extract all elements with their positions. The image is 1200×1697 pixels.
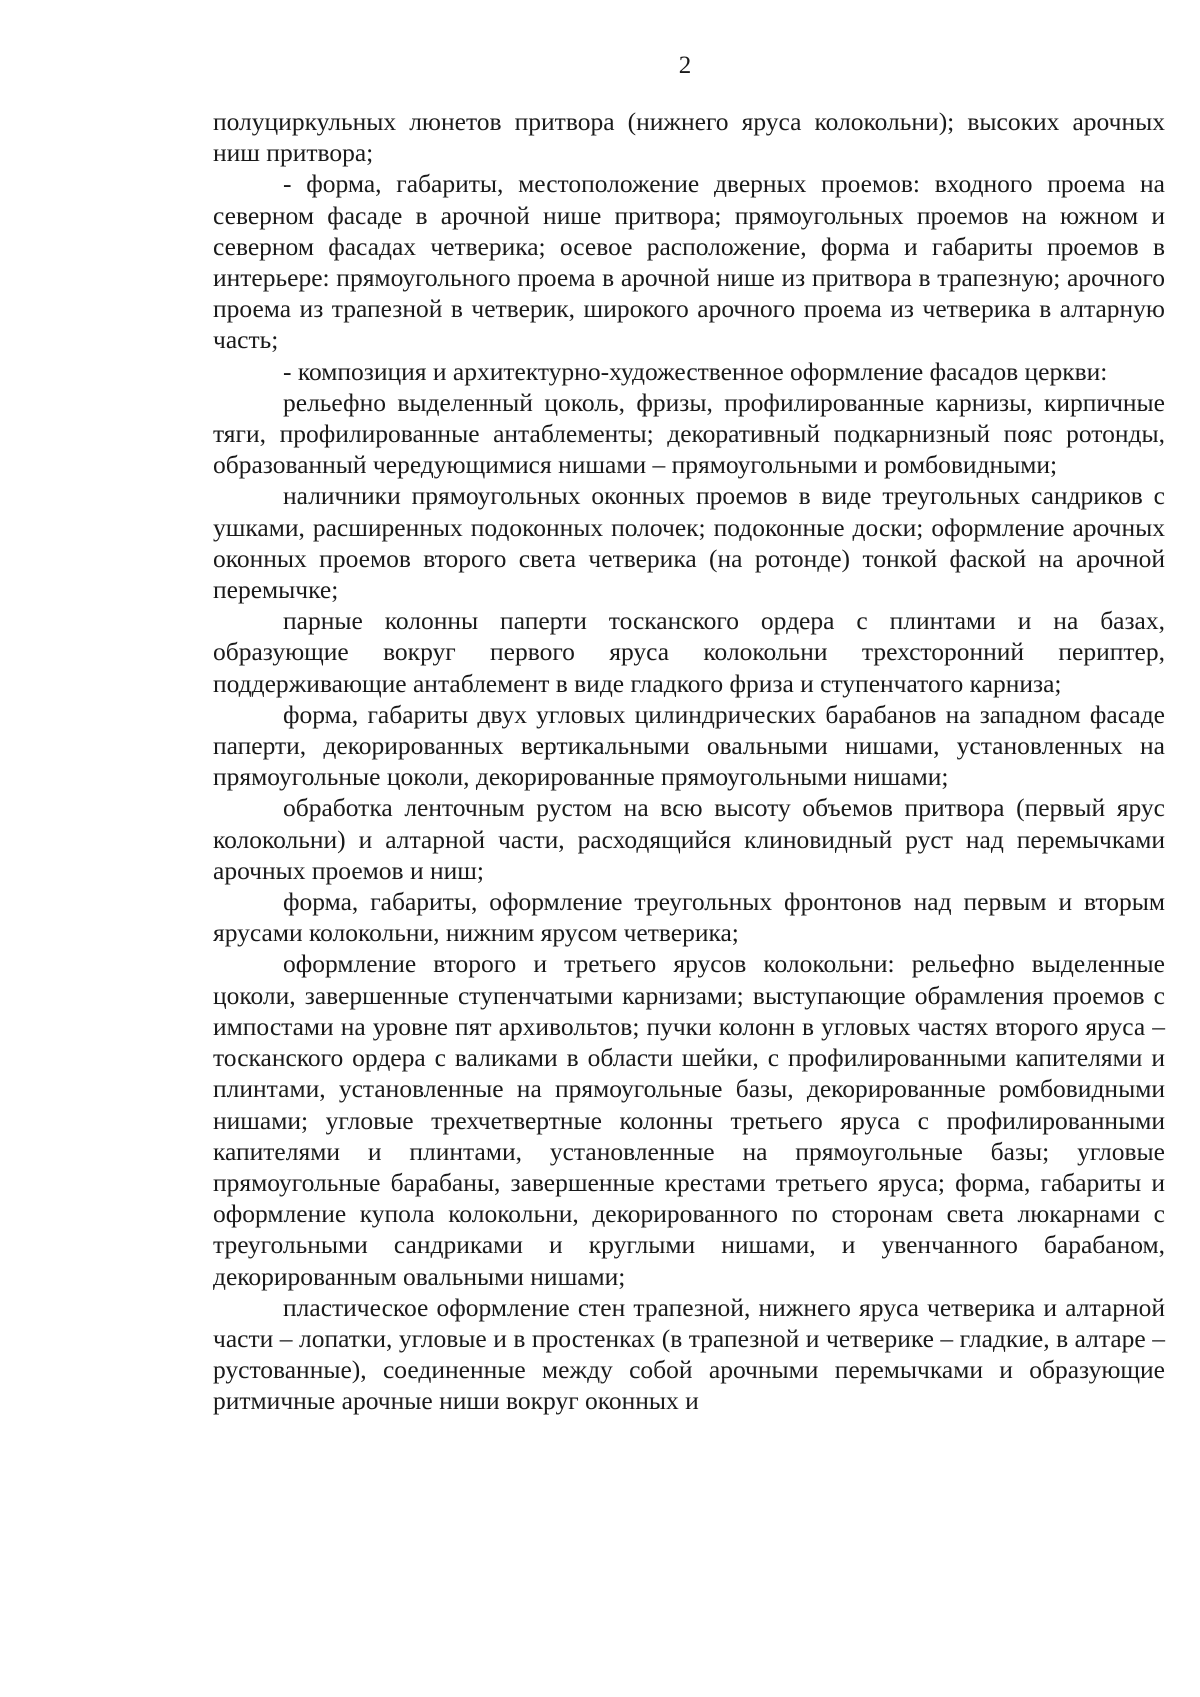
paragraph-6: парные колонны паперти тосканского ордера с плинтами и на базах, образующие вокруг первого яруса колокольни трехсторонний периптер, поддерживающие антаблемент в виде гладкого фриза и ступенчатого карниза; bbox=[213, 606, 1165, 698]
paragraph-11: пластическое оформление стен трапезной, нижнего яруса четверика и алтарной части – лопатки, угловые и в простенках (в трапезной и четверике – гладкие, в алтаре – рустованные), соединенные между собой арочными перемычками и образующие ритмичные арочные ниши вокруг оконных и bbox=[213, 1292, 1165, 1416]
paragraph-1: полуциркульных люнетов притвора (нижнего яруса колокольни); высоких арочных ниш притвора; bbox=[213, 107, 1165, 168]
paragraph-8: обработка ленточным рустом на всю высоту объемов притвора (первый ярус колокольни) и алтарной части, расходящийся клиновидный руст над перемычками арочных проемов и ниш; bbox=[213, 793, 1165, 885]
paragraph-2: - форма, габариты, местоположение дверных проемов: входного проема на северном фасаде в арочной нише притвора; прямоугольных проемов на южном и северном фасадах четверика; осевое расположение, форма и габариты проемов в интерьере: прямоугольного проема в арочной нише из притвора в трапезную; арочного проема из трапезной в четверик, широкого арочного проема из четверика в алтарную часть; bbox=[213, 169, 1165, 355]
paragraph-5: наличники прямоугольных оконных проемов в виде треугольных сандриков с ушками, расширенных подоконных полочек; подоконные доски; оформление арочных оконных проемов второго света четверика (на ротонде) тонкой фаской на арочной перемычке; bbox=[213, 481, 1165, 605]
page-number: 2 bbox=[678, 52, 692, 79]
paragraph-7: форма, габариты двух угловых цилиндрических барабанов на западном фасаде паперти, декорированных вертикальными овальными нишами, установленных на прямоугольные цоколи, декорированные прямоугольными нишами; bbox=[213, 699, 1165, 792]
paragraph-3: - композиция и архитектурно-художественное оформление фасадов церкви: bbox=[283, 356, 1108, 386]
paragraph-10: оформление второго и третьего ярусов колокольни: рельефно выделенные цоколи, завершенные ступенчатыми карнизами; выступающие обрамления проемов с импостами на уровне пят архивольтов; пучки колонн в угловых частях второго яруса – тосканского ордера с валиками в области шейки, с профилированными капителями и плинтами, установленные на прямоугольные базы, декорированные ромбовидными нишами; угловые трехчетвертные колонны третьего яруса с профилированными капителями и плинтами, установленные на прямоугольные базы; угловые прямоугольные барабаны, завершенные крестами третьего яруса; форма, габариты и оформление купола колокольни, декорированного по сторонам света люкарнами с треугольными сандриками и круглыми нишами, и увенчанного барабаном, декорированным овальными нишами; bbox=[213, 949, 1165, 1291]
paragraph-9: форма, габариты, оформление треугольных фронтонов над первым и вторым ярусами колокольни, нижним ярусом четверика; bbox=[213, 887, 1165, 948]
document-body bbox=[213, 106, 1165, 1417]
paragraph-4: рельефно выделенный цоколь, фризы, профилированные карнизы, кирпичные тяги, профилированные антаблементы; декоративный подкарнизный пояс ротонды, образованный чередующимися нишами – прямоугольными и ромбовидными; bbox=[213, 387, 1165, 480]
